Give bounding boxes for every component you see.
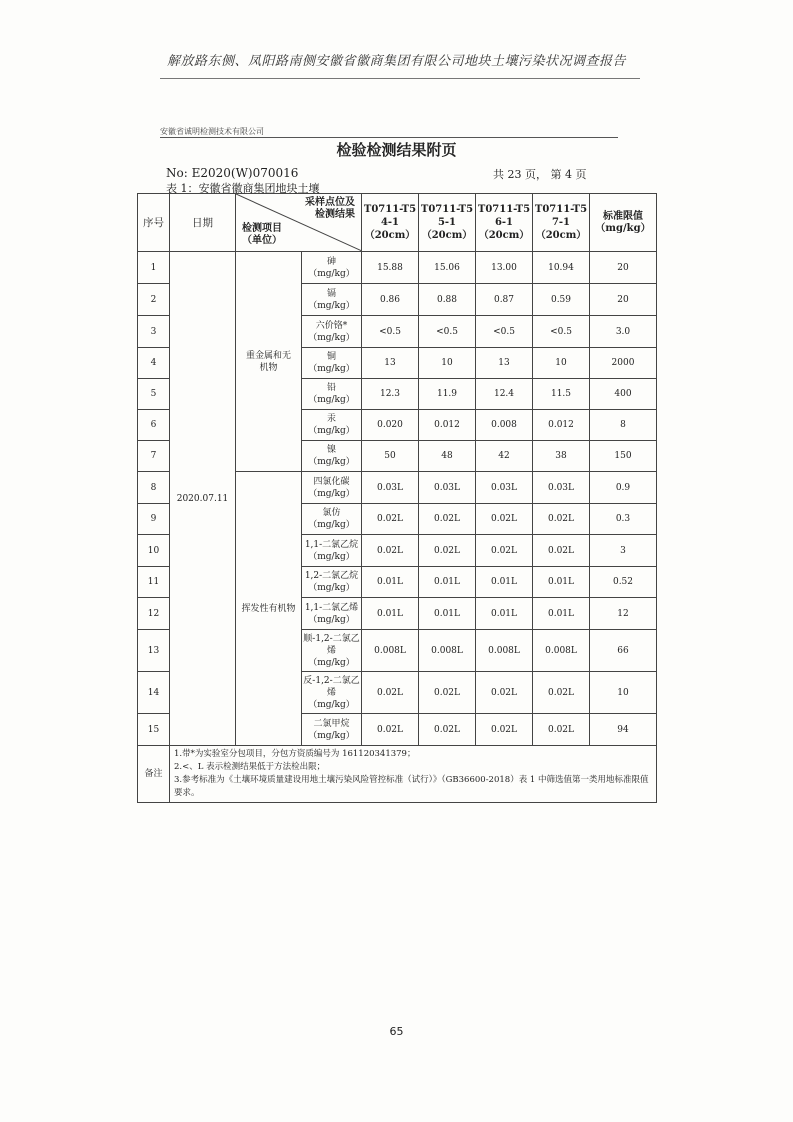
item-name: 四氯化碳	[313, 476, 350, 487]
result-value: 0.012	[533, 410, 590, 441]
limit-value: 3.0	[590, 316, 657, 348]
limit-value: 20	[590, 284, 657, 316]
result-value: 0.012	[419, 410, 476, 441]
result-value: 0.86	[362, 284, 419, 316]
result-value: <0.5	[476, 316, 533, 348]
pt2-l2: 5-1	[437, 217, 457, 228]
result-value: 0.02L	[533, 535, 590, 567]
result-value: 0.02L	[419, 535, 476, 567]
header-rule	[160, 78, 640, 79]
pt4-l3: （20cm）	[535, 230, 587, 241]
limit-value: 150	[590, 441, 657, 472]
result-value: 0.008	[476, 410, 533, 441]
document-running-header: 解放路东侧、凤阳路南侧安徽省徽商集团有限公司地块土壤污染状况调查报告	[166, 54, 626, 69]
row-number: 11	[138, 567, 170, 598]
result-value: 10	[419, 348, 476, 379]
results-table	[137, 193, 657, 803]
item-cell	[302, 504, 362, 535]
row-number: 1	[138, 252, 170, 284]
diag-bottom-line1: 检测项目	[242, 223, 282, 234]
table-caption: 表 1：安徽省徽商集团地块土壤	[166, 182, 320, 195]
item-cell	[302, 567, 362, 598]
lab-name: 安徽省诚明检测技术有限公司	[160, 127, 264, 136]
item-unit: （mg/kg）	[308, 332, 355, 343]
header-sampling-points	[305, 197, 355, 221]
result-value: 0.02L	[533, 714, 590, 746]
header-date: 日期	[170, 194, 236, 252]
remark-line: 1.带*为实验室分包项目，分包方资质编号为 161120341379；	[174, 749, 416, 759]
result-value: 0.02L	[419, 672, 476, 714]
item-unit: （mg/kg）	[308, 268, 355, 279]
page-title: 检验检测结果附页	[336, 141, 457, 159]
result-value: 0.02L	[476, 672, 533, 714]
result-value: 0.03L	[362, 472, 419, 504]
result-value: 0.02L	[419, 714, 476, 746]
row-number: 6	[138, 410, 170, 441]
limit-value: 20	[590, 252, 657, 284]
pt1-l3: （20cm）	[364, 230, 416, 241]
date-cell: 2020.07.11	[170, 252, 236, 746]
item-name: 1,1-二氯乙烯	[304, 602, 359, 613]
result-value: 0.01L	[476, 567, 533, 598]
result-value: 13	[362, 348, 419, 379]
row-number: 12	[138, 598, 170, 630]
item-cell	[302, 672, 362, 714]
row-number: 3	[138, 316, 170, 348]
row-number: 15	[138, 714, 170, 746]
item-cell	[302, 598, 362, 630]
header-diagonal-cell	[236, 194, 362, 252]
result-value: 10	[533, 348, 590, 379]
diag-top-line1: 采样点位及	[305, 197, 355, 208]
row-number: 8	[138, 472, 170, 504]
row-number: 4	[138, 348, 170, 379]
item-cell	[302, 630, 362, 672]
item-cell	[302, 379, 362, 410]
item-unit: （mg/kg）	[308, 699, 355, 710]
header-point-3	[476, 194, 533, 252]
header-test-items	[242, 223, 282, 247]
table-row	[138, 252, 657, 284]
item-name: 铜	[326, 352, 336, 362]
result-value: 0.88	[419, 284, 476, 316]
pt3-l2: 6-1	[494, 217, 514, 228]
row-number: 5	[138, 379, 170, 410]
item-cell	[302, 472, 362, 504]
result-value: 0.02L	[362, 535, 419, 567]
item-unit: （mg/kg）	[308, 614, 355, 625]
item-unit: （mg/kg）	[308, 457, 355, 467]
header-point-2	[419, 194, 476, 252]
header-point-1	[362, 194, 419, 252]
item-cell	[302, 410, 362, 441]
diag-top-line2: 检测结果	[315, 209, 355, 220]
result-value: 42	[476, 441, 533, 472]
row-number: 9	[138, 504, 170, 535]
limit-value: 0.9	[590, 472, 657, 504]
result-value: 0.01L	[419, 598, 476, 630]
item-name: 镍	[326, 445, 336, 455]
result-value: 0.01L	[476, 598, 533, 630]
header-seq: 序号	[138, 194, 170, 252]
page-info: 共 23 页， 第 4 页	[493, 168, 587, 181]
limit-value: 3	[590, 535, 657, 567]
limit-l1: 标准限值	[603, 210, 643, 222]
result-value: 0.02L	[533, 504, 590, 535]
item-unit: （mg/kg）	[308, 300, 355, 311]
result-value: 0.59	[533, 284, 590, 316]
item-unit: （mg/kg）	[308, 488, 355, 499]
header-limit	[590, 194, 657, 252]
item-name: 砷	[326, 256, 336, 267]
result-value: 0.03L	[476, 472, 533, 504]
result-value: 0.03L	[419, 472, 476, 504]
item-name: 六价铬*	[315, 320, 348, 331]
result-value: 0.02L	[476, 504, 533, 535]
pt2-l3: （20cm）	[421, 230, 473, 241]
item-unit: （mg/kg）	[308, 520, 355, 530]
result-value: 12.3	[362, 379, 419, 410]
limit-value: 94	[590, 714, 657, 746]
row-number: 10	[138, 535, 170, 567]
diag-bottom-line2: （单位）	[242, 235, 282, 246]
item-cell	[302, 535, 362, 567]
item-unit: （mg/kg）	[308, 657, 355, 668]
pt3-l1: T0711-T5	[477, 204, 531, 215]
item-name: 1,1-二氯乙烷	[304, 539, 359, 550]
result-value: 0.008L	[476, 630, 533, 672]
row-number: 13	[138, 630, 170, 672]
item-unit: （mg/kg）	[308, 426, 355, 436]
result-value: 12.4	[476, 379, 533, 410]
result-value: 48	[419, 441, 476, 472]
header-point-4	[533, 194, 590, 252]
result-value: 0.008L	[419, 630, 476, 672]
result-value: 0.01L	[362, 598, 419, 630]
result-value: 0.02L	[362, 672, 419, 714]
limit-value: 8	[590, 410, 657, 441]
item-name: 氯仿	[322, 508, 341, 518]
results-body	[138, 252, 657, 746]
pt2-l1: T0711-T5	[420, 204, 474, 215]
item-name: 顺-1,2-二氯乙烯	[303, 633, 360, 656]
result-value: 11.5	[533, 379, 590, 410]
item-cell	[302, 348, 362, 379]
result-value: 13.00	[476, 252, 533, 284]
item-cell	[302, 316, 362, 348]
result-value: 0.01L	[362, 567, 419, 598]
result-value: 0.01L	[533, 567, 590, 598]
limit-l2: （mg/kg）	[595, 222, 651, 234]
result-value: 0.02L	[533, 672, 590, 714]
result-value: 0.87	[476, 284, 533, 316]
page-number: 65	[389, 1025, 404, 1038]
item-unit: （mg/kg）	[308, 395, 355, 405]
item-name: 铅	[326, 383, 336, 393]
row-number: 14	[138, 672, 170, 714]
item-cell	[302, 714, 362, 746]
category-metals: 重金属和无机物	[236, 252, 302, 472]
pt1-l1: T0711-T5	[363, 204, 417, 215]
limit-value: 400	[590, 379, 657, 410]
item-unit: （mg/kg）	[308, 730, 355, 741]
result-value: 11.9	[419, 379, 476, 410]
result-value: 10.94	[533, 252, 590, 284]
limit-value: 66	[590, 630, 657, 672]
item-name: 汞	[326, 414, 336, 424]
remark-line: 2.<、L 表示检测结果低于方法检出限；	[174, 762, 326, 772]
item-cell	[302, 252, 362, 284]
lab-rule	[160, 137, 618, 138]
item-unit: （mg/kg）	[308, 364, 355, 374]
row-number: 7	[138, 441, 170, 472]
item-unit: （mg/kg）	[308, 551, 355, 562]
pt1-l2: 4-1	[380, 217, 400, 228]
item-name: 镉	[326, 288, 336, 299]
result-value: <0.5	[419, 316, 476, 348]
item-name: 二氯甲烷	[313, 718, 350, 729]
result-value: 0.03L	[533, 472, 590, 504]
pt4-l1: T0711-T5	[534, 204, 588, 215]
limit-value: 12	[590, 598, 657, 630]
limit-value: 0.3	[590, 504, 657, 535]
report-number: No: E2020(W)070016	[166, 166, 299, 180]
result-value: <0.5	[362, 316, 419, 348]
limit-value: 0.52	[590, 567, 657, 598]
result-value: 0.02L	[476, 714, 533, 746]
item-name: 1,2-二氯乙烷	[304, 571, 359, 581]
result-value: 13	[476, 348, 533, 379]
result-value: 15.06	[419, 252, 476, 284]
item-cell	[302, 284, 362, 316]
result-value: 0.008L	[533, 630, 590, 672]
result-value: 15.88	[362, 252, 419, 284]
limit-value: 2000	[590, 348, 657, 379]
result-value: 0.02L	[476, 535, 533, 567]
item-name: 反-1,2-二氯乙烯	[303, 675, 360, 698]
result-value: 0.008L	[362, 630, 419, 672]
row-number: 2	[138, 284, 170, 316]
result-value: 38	[533, 441, 590, 472]
remarks-text	[170, 746, 657, 803]
result-value: 0.01L	[533, 598, 590, 630]
remark-line: 3.参考标准为《土壤环境质量建设用地土壤污染风险管控标准（试行）》（GB36600-2018）表 1 中筛选值第一类用地标准限值要求。	[174, 775, 649, 798]
limit-value: 10	[590, 672, 657, 714]
pt3-l3: （20cm）	[478, 230, 530, 241]
result-value: 0.02L	[419, 504, 476, 535]
pt4-l2: 7-1	[551, 217, 571, 228]
item-unit: （mg/kg）	[308, 583, 355, 593]
result-value: <0.5	[533, 316, 590, 348]
result-value: 0.02L	[362, 714, 419, 746]
category-voc: 挥发性有机物	[236, 472, 302, 746]
remarks-label: 备注	[138, 746, 170, 803]
result-value: 0.02L	[362, 504, 419, 535]
result-value: 0.020	[362, 410, 419, 441]
result-value: 0.01L	[419, 567, 476, 598]
result-value: 50	[362, 441, 419, 472]
item-cell	[302, 441, 362, 472]
